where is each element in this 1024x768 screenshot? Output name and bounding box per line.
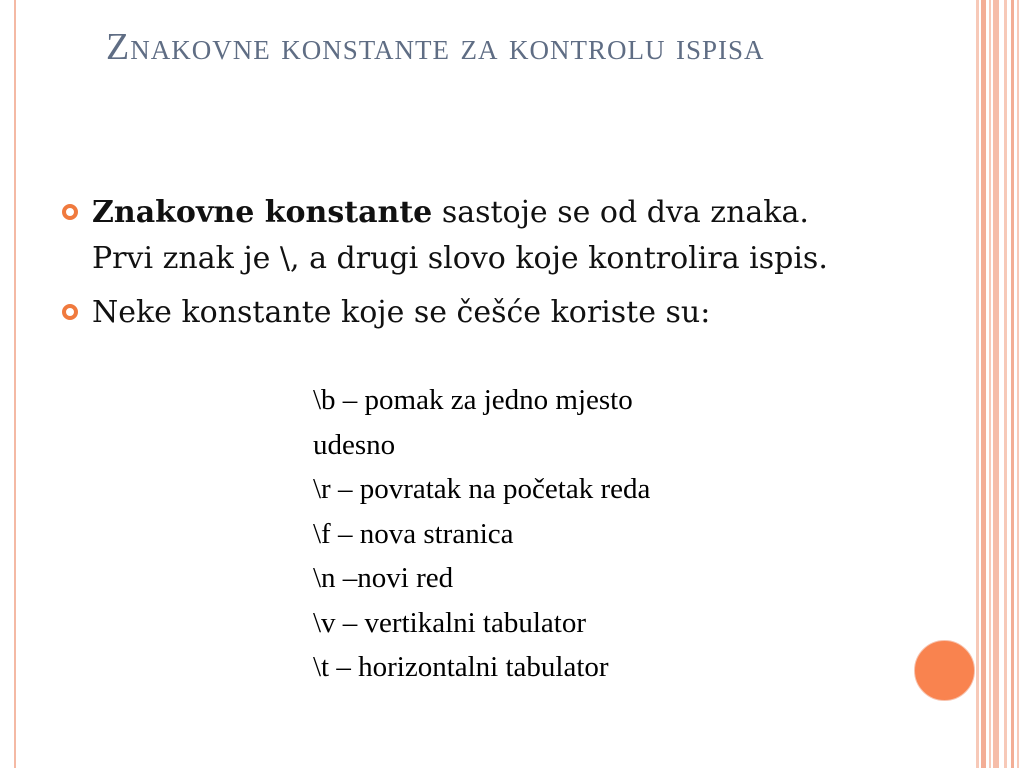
right-stripe <box>1011 0 1014 768</box>
bullet-item-definition <box>62 190 862 282</box>
escape-item: udesno <box>313 428 396 461</box>
bullet-list <box>62 190 862 344</box>
right-stripe <box>976 0 979 768</box>
escape-item: \r – povratak na početak reda <box>313 473 651 505</box>
escape-item: \t – horizontalni tabulator <box>313 651 609 683</box>
escape-item: \f – nova stranica <box>313 517 514 550</box>
bullet-item-common-constants <box>62 290 862 336</box>
escape-sequence-list <box>313 378 650 690</box>
escape-item: \n –novi red <box>313 562 454 594</box>
right-stripe <box>981 0 986 768</box>
right-stripe <box>1017 0 1019 768</box>
right-stripe <box>993 0 999 768</box>
escape-item: \b – pomak za jedno mjesto <box>313 384 633 416</box>
decorative-circle <box>914 640 975 701</box>
bullet-circle-icon <box>62 204 78 220</box>
bullet-text: sastoje se od dva znaka. Prvi znak je \, a drugi slovo koje kontrolira ispis. <box>92 195 828 276</box>
left-frame-line <box>14 0 16 768</box>
slide-title: Znakovne konstante za kontrolu ispisa <box>106 26 765 68</box>
bullet-term: Znakovne konstante <box>92 195 433 230</box>
right-stripe <box>1004 0 1007 768</box>
bullet-circle-icon <box>62 304 78 320</box>
bullet-text: Neke konstante koje se češće koriste su: <box>92 295 711 330</box>
escape-item: \v – vertikalni tabulator <box>313 606 587 639</box>
right-stripe <box>989 0 991 768</box>
